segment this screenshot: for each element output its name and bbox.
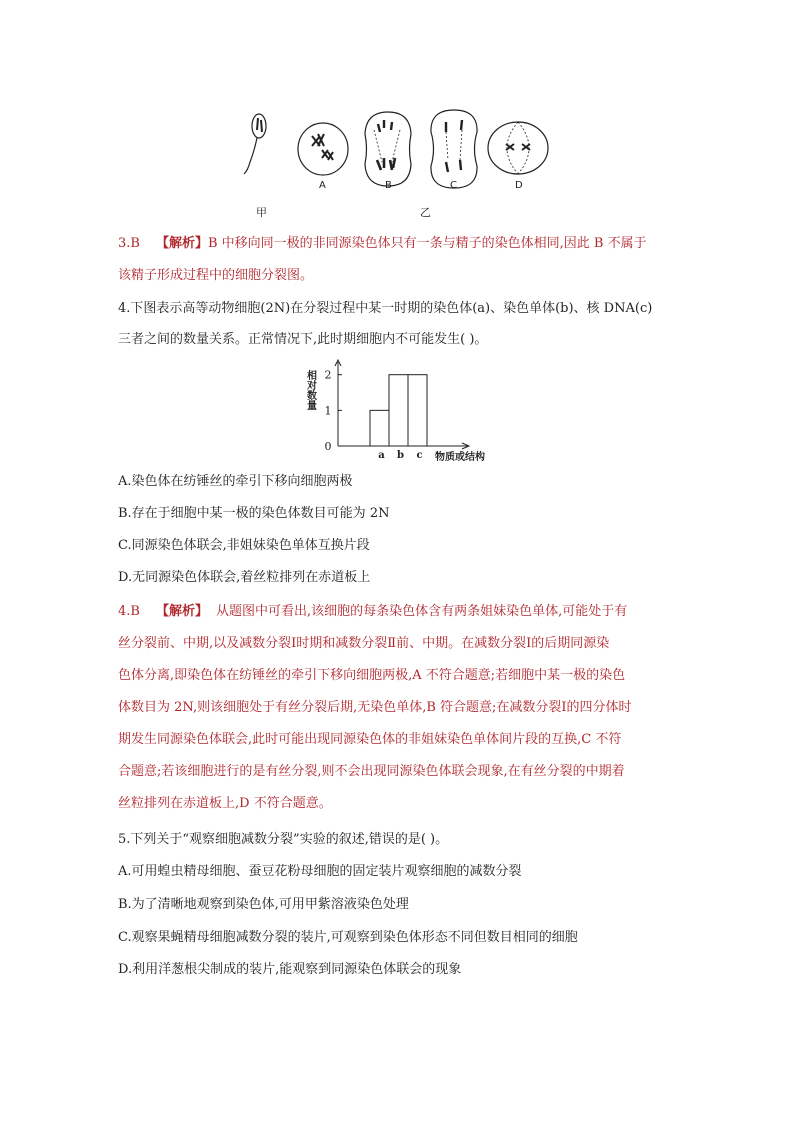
bar-chart [300, 358, 500, 466]
y-tick-label: 0 [324, 440, 332, 453]
cell-a-drawing [298, 123, 348, 175]
y-tick-label: 2 [324, 368, 332, 382]
q4-option-b: B.存在于细胞中某一极的染色体数目可能为 2N [118, 506, 390, 521]
x-category-label: b [397, 450, 404, 461]
q3-analysis-text-1: B 中移向同一极的非同源染色体只有一条与精子的染色体相同,因此 B 不属于 [207, 236, 647, 251]
q4-analysis-label: 【解析】 [155, 604, 208, 619]
bar-a [370, 410, 389, 446]
q4-option-a: A.染色体在纺锤丝的牵引下移向细胞两极 [118, 474, 353, 489]
figure-label-d: D [515, 180, 523, 191]
cell-d-drawing [488, 122, 548, 174]
q4-stem-line-1: 4.下图表示高等动物细胞(2N)在分裂过程中某一时期的染色体(a)、染色单体(b)、核 DNA(c) [118, 301, 653, 316]
q3-analysis-text-2: 该精子形成过程中的细胞分裂图。 [118, 268, 314, 283]
figure-label-jia: 甲 [256, 206, 267, 219]
y-axis-label: 相对数量 [304, 370, 316, 410]
x-axis-label: 物质或结构 [435, 452, 485, 463]
q5-option-d: D.利用洋葱根尖制成的装片,能观察到同源染色体联会的现象 [118, 962, 462, 977]
figure-label-b: B [385, 180, 392, 191]
cell-b-drawing [365, 112, 411, 186]
q4-stem-line-2: 三者之间的数量关系。正常情况下,此时期细胞内不可能发生( )。 [118, 332, 488, 347]
figure-label-yi: 乙 [420, 206, 431, 219]
figure-label-c: C [450, 180, 457, 191]
bar-b [389, 375, 408, 446]
q5-option-b: B.为了清晰地观察到染色体,可用甲紫溶液染色处理 [118, 897, 409, 912]
figure-label-a: A [319, 180, 326, 191]
y-tick-label: 1 [324, 404, 332, 418]
q4-analysis-text-6: 合题意;若该细胞进行的是有丝分裂,则不会出现同源染色体联会现象,在有丝分裂的中期着 [118, 764, 625, 779]
q5-stem: 5.下列关于“观察细胞减数分裂”实验的叙述,错误的是( )。 [118, 832, 449, 847]
q4-answer-line-1 [118, 602, 627, 622]
q4-option-c: C.同源染色体联会,非姐妹染色单体互换片段 [118, 538, 370, 553]
cell-division-figure [240, 104, 560, 204]
q4-analysis-text-3: 色体分离,即染色体在纺锤丝的牵引下移向细胞两极,A 不符合题意;若细胞中某一极的染色 [118, 668, 626, 683]
q3-answer-tag: 3.B [118, 236, 140, 251]
q4-analysis-text-2: 丝分裂前、中期,以及减数分裂Ⅰ时期和减数分裂Ⅱ前、中期。在减数分裂Ⅰ的后期同源染 [118, 636, 610, 651]
q4-option-d: D.无同源染色体联会,着丝粒排列在赤道板上 [118, 570, 371, 585]
q3-analysis-label: 【解析】 [155, 236, 208, 251]
bar-c [408, 375, 427, 446]
x-category-label: c [416, 450, 423, 461]
q3-answer-line-1 [118, 234, 647, 254]
q5-option-c: C.观察果蝇精母细胞减数分裂的装片,可观察到染色体形态不同但数目相同的细胞 [118, 930, 578, 945]
q4-analysis-text-7: 丝粒排列在赤道板上,D 不符合题意。 [118, 796, 332, 811]
q4-analysis-text-5: 期发生同源染色体联会,此时可能出现同源染色体的非姐妹染色单体间片段的互换,C 不符 [118, 732, 622, 747]
x-category-label: a [378, 450, 385, 461]
cell-c-drawing [431, 110, 477, 188]
q4-analysis-text-1: 从题图中可看出,该细胞的每条染色体含有两条姐妹染色单体,可能处于有 [215, 604, 628, 619]
sperm-drawing [244, 114, 266, 174]
q4-analysis-text-4: 体数目为 2N,则该细胞处于有丝分裂后期,无染色单体,B 符合题意;在减数分裂Ⅰ的四分体时 [118, 700, 632, 715]
q5-option-a: A.可用蝗虫精母细胞、蚕豆花粉母细胞的固定装片观察细胞的减数分裂 [118, 864, 522, 879]
q4-answer-tag: 4.B [118, 604, 140, 619]
